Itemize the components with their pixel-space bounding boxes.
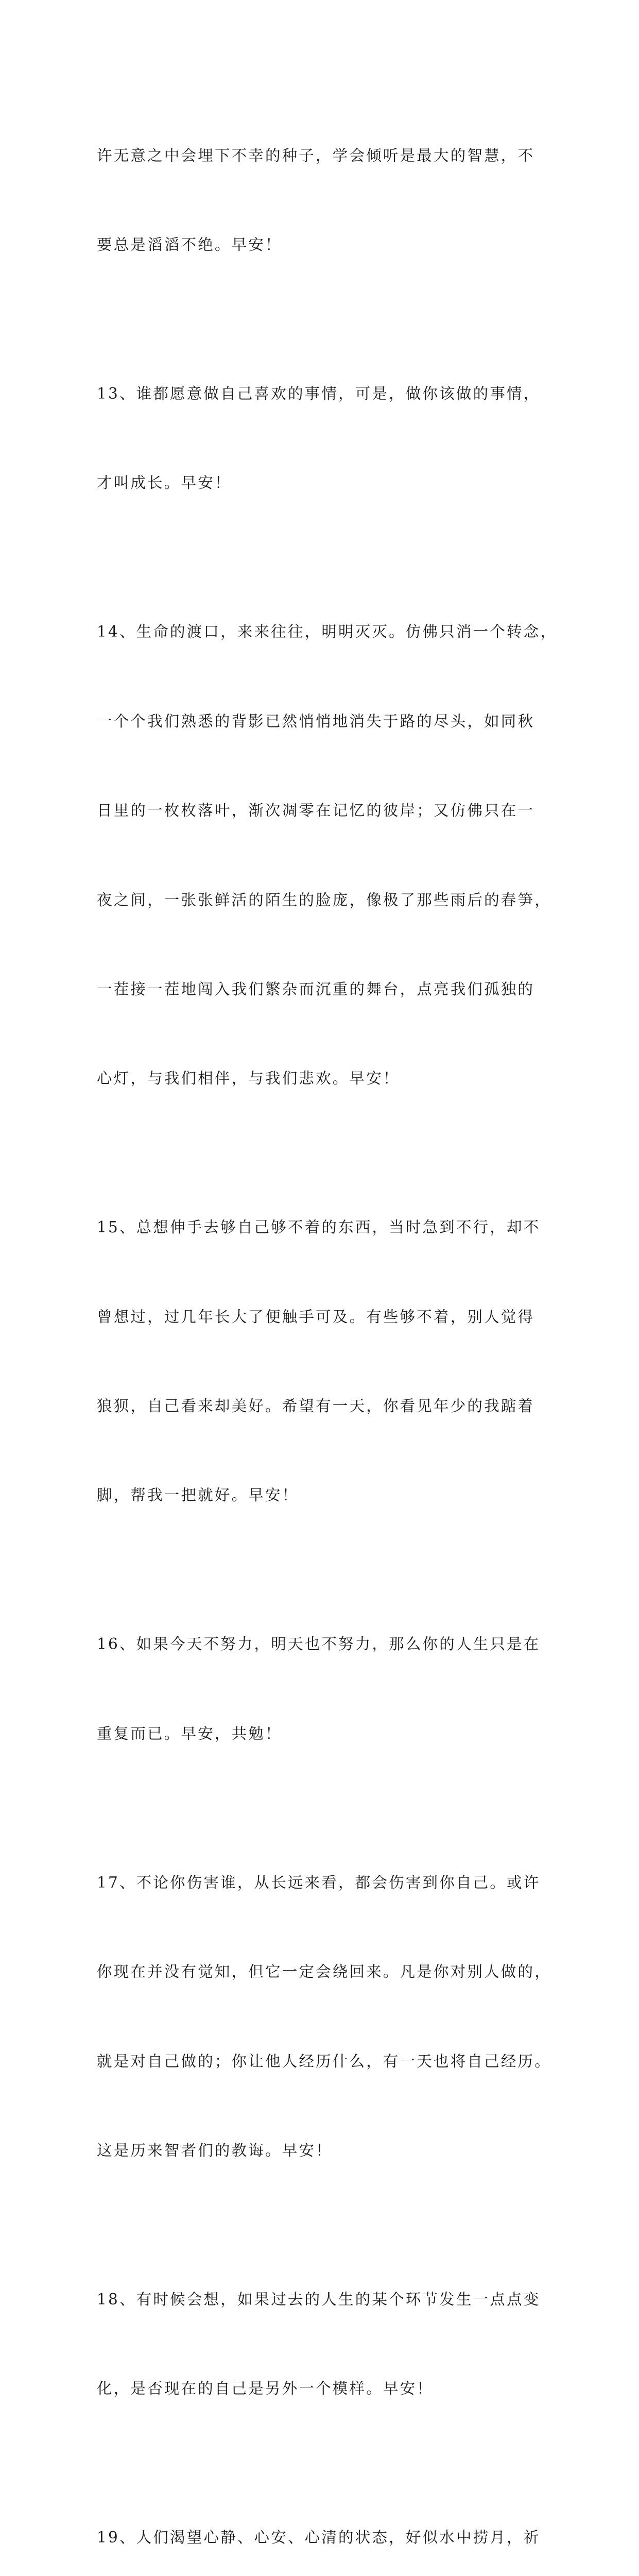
text-line: 15、总想伸手去够自己够不着的东西，当时急到不行，却不 <box>97 1218 541 1236</box>
paragraph-13 <box>97 319 550 557</box>
text-line: 狼狈，自己看来却美好。希望有一天，你看见年少的我踮着 <box>97 1397 535 1415</box>
text-line: 曾想过，过几年长大了便触手可及。有些够不着，别人觉得 <box>97 1308 535 1326</box>
paragraph-19 <box>97 2464 550 2576</box>
paragraph-17 <box>97 1808 550 2225</box>
text-line: 你现在并没有觉知，但它一定会绕回来。凡是你对别人做的， <box>97 1963 551 1981</box>
text-line: 脚，帮我一把就好。早安！ <box>97 1486 299 1504</box>
paragraph-18 <box>97 2225 550 2463</box>
document-body <box>97 81 558 2576</box>
text-line: 日里的一枚枚落叶，渐次凋零在记忆的彼岸；又仿佛只在一 <box>97 802 535 820</box>
paragraph-12-continued <box>97 81 550 319</box>
text-line: 就是对自己做的；你让他人经历什么，有一天也将自己经历。 <box>97 2052 551 2070</box>
paragraph-15 <box>97 1154 550 1570</box>
text-line: 才叫成长。早安！ <box>97 474 232 492</box>
text-line: 重复而已。早安，共勉！ <box>97 1724 282 1742</box>
paragraph-14 <box>97 558 558 1154</box>
text-line: 14、生命的渡口，来来往往，明明灭灭。仿佛只消一个转念， <box>97 623 558 641</box>
text-line: 夜之间，一张张鲜活的陌生的脸庞，像极了那些雨后的春笋， <box>97 891 551 909</box>
text-line: 许无意之中会埋下不幸的种子，学会倾听是最大的智慧，不 <box>97 146 535 164</box>
text-line: 17、不论你伤害谁，从长远来看，都会伤害到你自己。或许 <box>97 1873 541 1891</box>
paragraph-16 <box>97 1570 550 1808</box>
text-line: 要总是滔滔不绝。早安！ <box>97 235 282 253</box>
text-line: 一个个我们熟悉的背影已然悄悄地消失于路的尽头，如同秋 <box>97 712 535 730</box>
text-line: 心灯，与我们相伴，与我们悲欢。早安！ <box>97 1070 400 1088</box>
text-line: 16、如果今天不努力，明天也不努力，那么你的人生只是在 <box>97 1635 541 1653</box>
text-line: 化，是否现在的自己是另外一个模样。早安！ <box>97 2380 434 2398</box>
text-line: 19、人们渴望心静、心安、心清的状态，好似水中捞月，祈 <box>97 2529 541 2547</box>
text-line: 一茬接一茬地闯入我们繁杂而沉重的舞台，点亮我们孤独的 <box>97 980 535 998</box>
text-line: 这是历来智者们的教诲。早安！ <box>97 2141 333 2159</box>
text-line: 13、谁都愿意做自己喜欢的事情，可是，做你该做的事情， <box>97 384 541 402</box>
text-line: 18、有时候会想，如果过去的人生的某个环节发生一点点变 <box>97 2290 541 2308</box>
